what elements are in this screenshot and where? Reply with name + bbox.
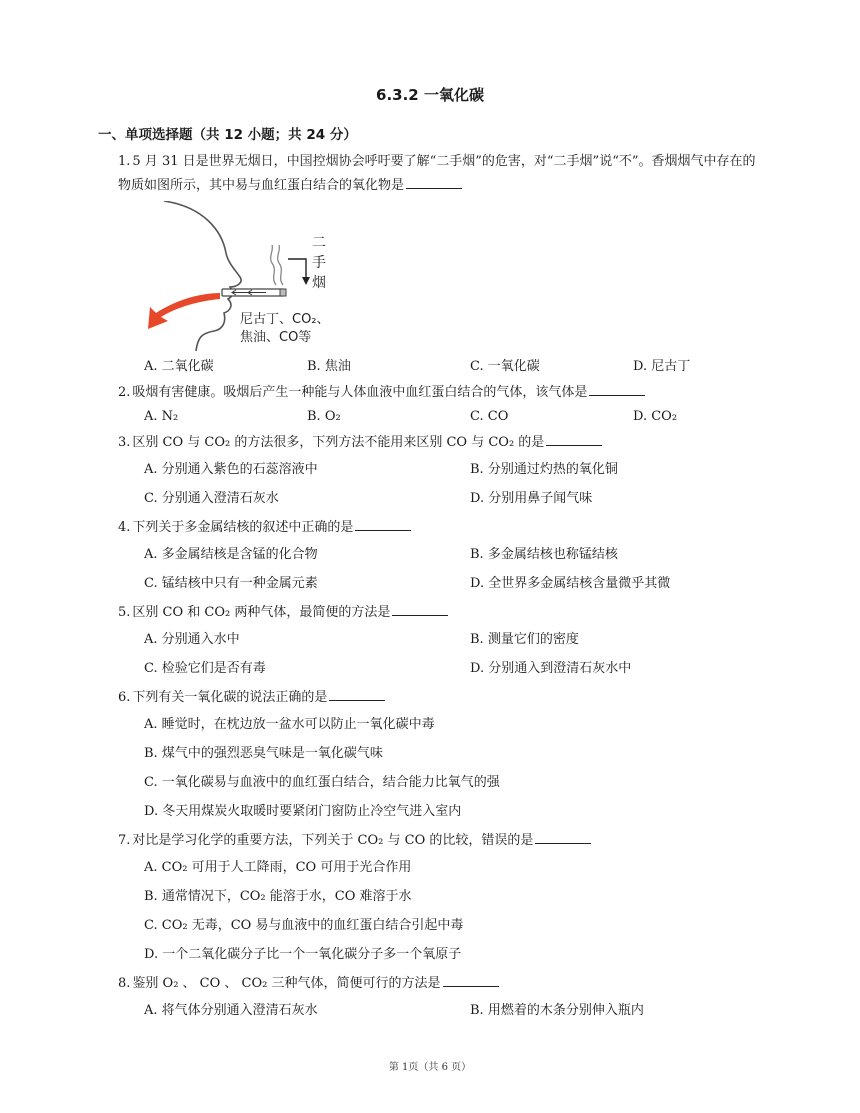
option-c: C. CO₂ 无毒，CO 易与血液中的血红蛋白结合引起中毒 <box>144 918 464 933</box>
question-text: 5 月 31 日是世界无烟日，中国控烟协会呼吁要了解“二手烟”的危害，对“二手烟”说“不”。香烟烟气中存在的物质如图所示，其中易与血红蛋白结合的氧化物是 <box>118 154 756 193</box>
option-b: B. 煤气中的强烈恶臭气味是一氧化碳气味 <box>144 746 383 761</box>
option-c: C. 检验它们是否有毒 <box>144 661 266 676</box>
question-text: 区别 CO 和 CO₂ 两种气体，最简便的方法是 <box>132 605 391 620</box>
option-a: A. CO₂ 可用于人工降雨，CO 可用于光合作用 <box>144 860 412 875</box>
face-outline <box>164 201 241 351</box>
question-number: 7. <box>118 833 131 848</box>
answer-blank <box>546 431 602 446</box>
question-number: 2. <box>118 385 131 400</box>
options <box>118 355 768 378</box>
option-a: A. N₂ <box>144 409 179 424</box>
option-b: B. 多金属结核也称锰结核 <box>470 547 618 562</box>
smoke-wisp <box>271 245 276 285</box>
section-heading: 一、单项选择题（共 12 小题；共 24 分） <box>98 127 357 143</box>
label-secondhand-char: 烟 <box>312 275 326 291</box>
option-a: A. 将气体分别通入澄清石灰水 <box>144 1003 318 1018</box>
substances-label-line1: 尼古丁、CO₂、 <box>240 312 330 327</box>
bent-arrow <box>288 259 306 279</box>
option-a: A. 分别通入水中 <box>144 632 240 647</box>
question-list <box>118 150 768 1025</box>
question-number: 6. <box>118 690 131 705</box>
question-3 <box>118 431 768 513</box>
options <box>118 405 768 428</box>
answer-blank <box>329 686 385 701</box>
answer-blank <box>406 174 462 189</box>
question-4 <box>118 516 768 598</box>
secondhand-smoke-illustration <box>144 201 344 351</box>
option-c: C. 一氧化碳 <box>470 359 540 374</box>
option-b: B. 通常情况下，CO₂ 能溶于水，CO 难溶于水 <box>144 889 412 904</box>
question-6 <box>118 686 768 826</box>
smoke-wisp <box>278 245 283 285</box>
option-c: C. CO <box>470 409 509 424</box>
answer-blank <box>589 381 645 396</box>
question-1 <box>118 150 768 378</box>
question-8 <box>118 972 768 1025</box>
question-text: 吸烟有害健康。吸烟后产生一种能与人体血液中血红蛋白结合的气体，该气体是 <box>132 385 588 400</box>
option-b: B. 测量它们的密度 <box>470 632 579 647</box>
options <box>118 540 768 598</box>
cigarette-tip <box>280 289 286 296</box>
question-text: 区别 CO 与 CO₂ 的方法很多，下列方法不能用来区别 CO 与 CO₂ 的是 <box>132 435 545 450</box>
option-a: A. 二氧化碳 <box>144 359 214 374</box>
option-d: D. 尼古丁 <box>633 359 691 374</box>
option-d: D. 一个二氧化碳分子比一个一氧化碳分子多一个氧原子 <box>144 947 462 962</box>
question-number: 5. <box>118 605 131 620</box>
options <box>118 625 768 683</box>
question-2 <box>118 381 768 428</box>
label-secondhand-char: 二 <box>312 235 326 251</box>
option-d: D. 冬天用煤炭火取暖时要紧闭门窗防止冷空气进入室内 <box>144 804 462 819</box>
option-b: B. 分别通过灼热的氧化铜 <box>470 462 618 477</box>
page-title: 6.3.2 一氧化碳 <box>376 86 484 104</box>
option-c: C. 锰结核中只有一种金属元素 <box>144 576 318 591</box>
question-number: 8. <box>118 976 131 991</box>
substances-label-line2: 焦油、CO等 <box>240 330 312 345</box>
question-number: 4. <box>118 520 131 535</box>
option-b: B. 焦油 <box>307 359 351 374</box>
option-d: D. CO₂ <box>633 409 678 424</box>
question-7 <box>118 829 768 969</box>
option-a: A. 多金属结核是含锰的化合物 <box>144 547 318 562</box>
question-text: 鉴别 O₂ 、 CO 、 CO₂ 三种气体，简便可行的方法是 <box>132 976 441 991</box>
options <box>118 455 768 513</box>
option-a: A. 分别通入紫色的石蕊溶液中 <box>144 462 318 477</box>
option-d: D. 分别通入到澄清石灰水中 <box>470 661 632 676</box>
bent-arrow-head <box>302 277 310 285</box>
exhale-arrow <box>148 293 220 329</box>
label-secondhand-char: 手 <box>312 255 326 271</box>
page-footer: 第 1页（共 6 页） <box>388 1062 472 1073</box>
options <box>118 996 768 1025</box>
option-b: B. O₂ <box>307 409 341 424</box>
option-c: C. 分别通入澄清石灰水 <box>144 491 279 506</box>
answer-blank <box>355 516 411 531</box>
secondhand-smoke-figure <box>144 201 344 351</box>
answer-blank <box>392 601 448 616</box>
question-5 <box>118 601 768 683</box>
question-number: 3. <box>118 435 131 450</box>
option-c: C. 一氧化碳易与血液中的血红蛋白结合，结合能力比氧气的强 <box>144 775 500 790</box>
option-d: D. 全世界多金属结核含量微乎其微 <box>470 576 671 591</box>
question-number: 1. <box>118 154 131 169</box>
question-text: 对比是学习化学的重要方法，下列关于 CO₂ 与 CO 的比较，错误的是 <box>132 833 534 848</box>
option-d: D. 分别用鼻子闻气味 <box>470 491 593 506</box>
answer-blank <box>443 972 499 987</box>
option-a: A. 睡觉时，在枕边放一盆水可以防止一氧化碳中毒 <box>144 717 435 732</box>
question-text: 下列关于多金属结核的叙述中正确的是 <box>132 520 354 535</box>
question-text: 下列有关一氧化碳的说法正确的是 <box>132 690 328 705</box>
answer-blank <box>535 829 591 844</box>
option-b: B. 用燃着的木条分别伸入瓶内 <box>470 1003 644 1018</box>
